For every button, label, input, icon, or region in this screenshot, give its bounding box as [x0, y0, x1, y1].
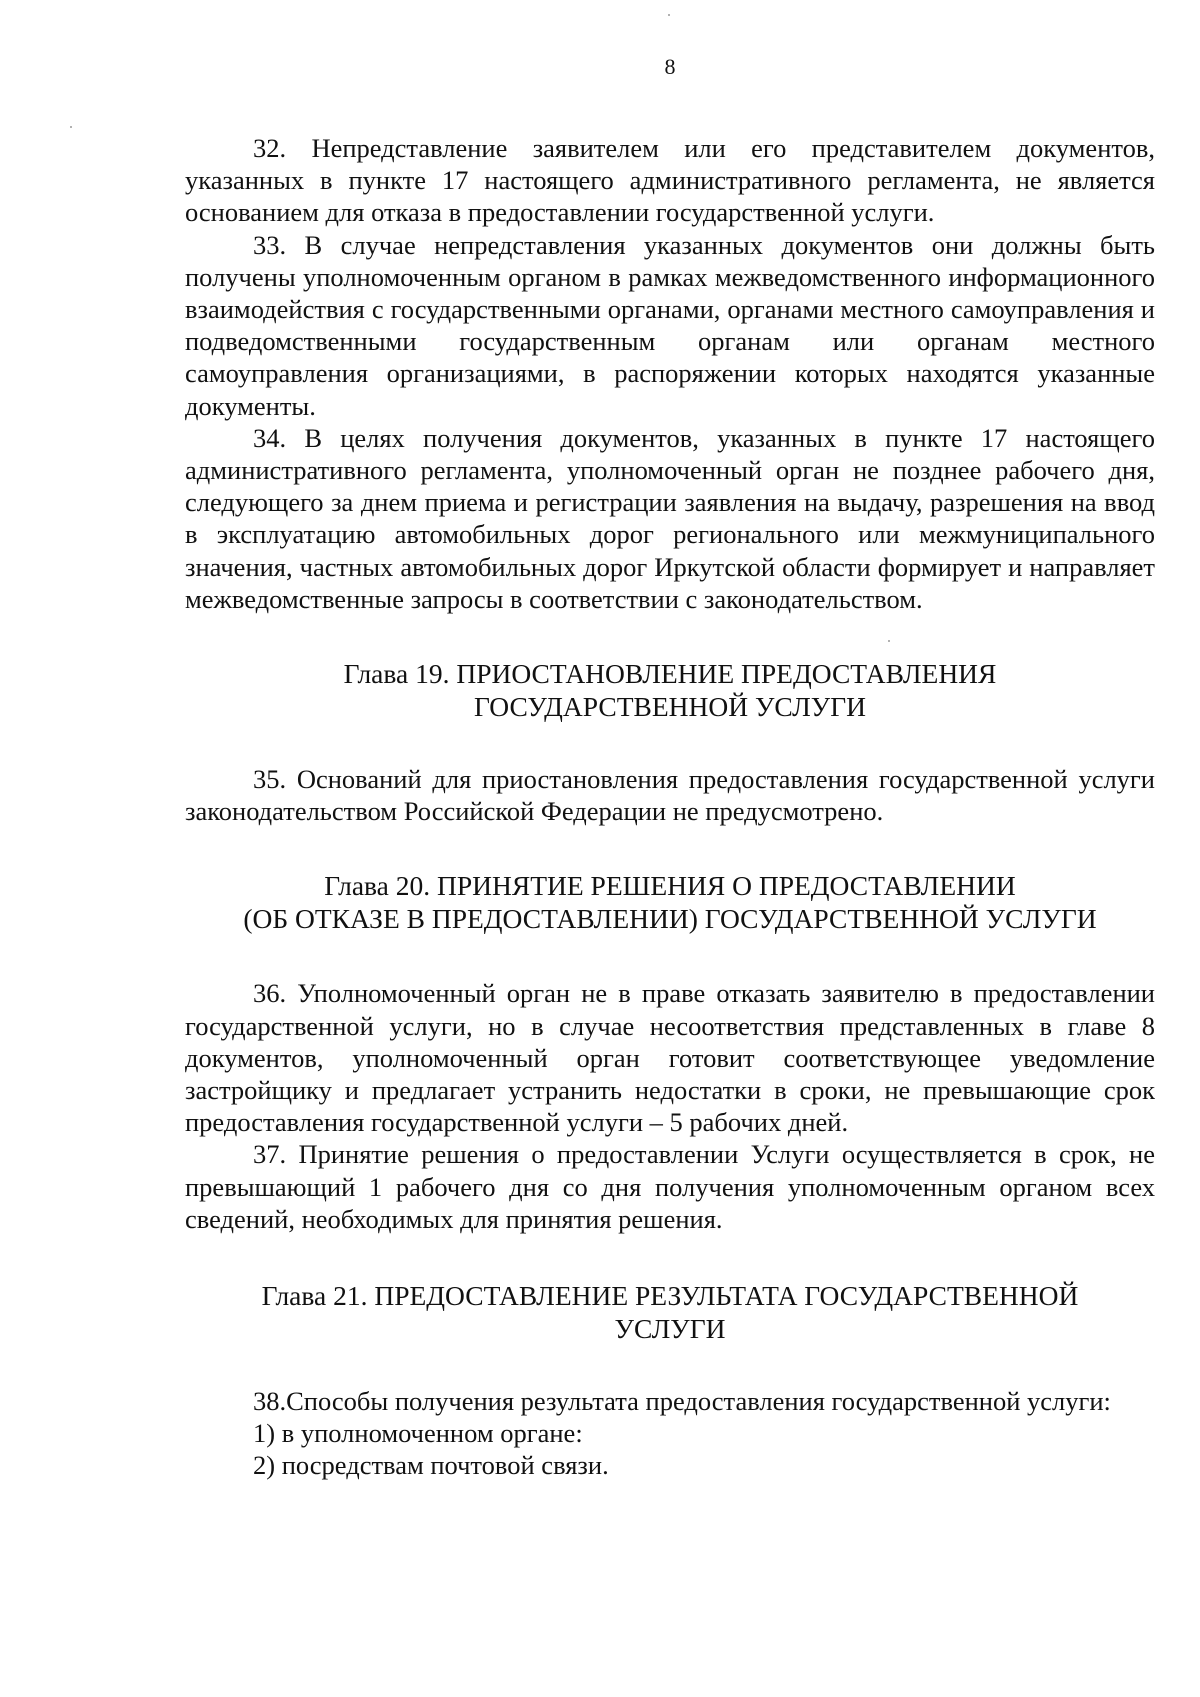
chapter-20-heading-line-1: Глава 20. ПРИНЯТИЕ РЕШЕНИЯ О ПРЕДОСТАВЛЕНИИ: [324, 870, 1016, 902]
chapter-20-heading: [185, 869, 1155, 935]
chapter-19-heading-line-2: ГОСУДАРСТВЕННОЙ УСЛУГИ: [474, 691, 866, 723]
paragraph-37: 37. Принятие решения о предоставлении Услуги осуществляется в срок, не превышающий 1 рабочего дня со дня получения уполномоченным органом всех сведений, необходимых для принятия решения.: [185, 1139, 1155, 1234]
chapter-20-heading-line-2: (ОБ ОТКАЗЕ В ПРЕДОСТАВЛЕНИИ) ГОСУДАРСТВЕННОЙ УСЛУГИ: [243, 903, 1097, 935]
chapter-19-heading: [185, 657, 1155, 723]
document-body: [185, 132, 1155, 1482]
page-number: 8: [664, 54, 676, 79]
paragraph-33: 33. В случае непредставления указанных документов они должны быть получены уполномоченным органом в рамках межведомственного информационного взаимодействия с государственными органами, органами местного самоуправления и подведомственными государственным органам или органам местного самоуправления организациями, в распоряжении которых находятся указанные документы.: [185, 229, 1155, 421]
chapter-21-heading-line-2: УСЛУГИ: [614, 1313, 726, 1345]
paragraph-36: 36. Уполномоченный орган не в праве отказать заявителю в предоставлении государственной услуги, но в случае несоответствия представленных в главе 8 документов, уполномоченный орган готовит соответствующее уведомление застройщику и предлагает устранить недостатки в сроки, не превышающие срок предоставления государственной услуги – 5 рабочих дней.: [185, 978, 1155, 1138]
list-item-2: 2) посредствам почтовой связи.: [253, 1450, 609, 1481]
chapter-21-heading: [185, 1279, 1155, 1345]
chapter-21-heading-line-1: Глава 21. ПРЕДОСТАВЛЕНИЕ РЕЗУЛЬТАТА ГОСУДАРСТВЕННОЙ: [261, 1280, 1079, 1312]
list-item-1: 1) в уполномоченном органе:: [253, 1418, 583, 1449]
paragraph-35: 35. Оснований для приостановления предоставления государственной услуги законодательством Российской Федерации не предусмотрено.: [185, 764, 1155, 827]
scan-speck: [70, 126, 72, 128]
paragraph-32: 32. Непредставление заявителем или его представителем документов, указанных в пункте 17 настоящего административного регламента, не является основанием для отказа в предоставлении государственной услуги.: [185, 133, 1155, 228]
paragraph-34: 34. В целях получения документов, указанных в пункте 17 настоящего административного регламента, уполномоченный орган не позднее рабочего дня, следующего за днем приема и регистрации заявления на выдачу, разрешения на ввод в эксплуатацию автомобильных дорог регионального или межмуниципального значения, частных автомобильных дорог Иркутской области формирует и направляет межведомственные запросы в соответствии с законодательством.: [185, 422, 1155, 614]
chapter-19-heading-line-1: Глава 19. ПРИОСТАНОВЛЕНИЕ ПРЕДОСТАВЛЕНИЯ: [343, 658, 997, 690]
scan-speck: [668, 14, 670, 16]
paragraph-38: 38.Способы получения результата предоставления государственной услуги:: [253, 1386, 1111, 1417]
